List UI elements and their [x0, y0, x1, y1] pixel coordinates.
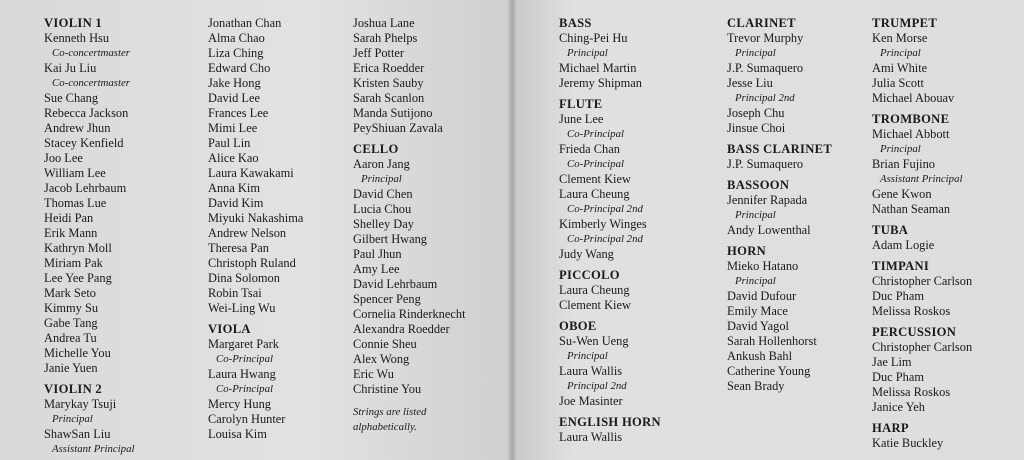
member-name: Shelley Day: [353, 217, 414, 231]
member-role: Principal: [735, 209, 776, 221]
member-name: Paul Jhun: [353, 247, 402, 261]
member-name: Andrea Tu: [44, 331, 97, 345]
member-role: Co-Principal 2nd: [567, 233, 643, 245]
section-heading: OBOE: [559, 319, 597, 333]
section-heading: TIMPANI: [872, 259, 930, 273]
section-heading: BASSOON: [727, 178, 790, 192]
member-name: Kimmy Su: [44, 301, 99, 315]
member-name: Laura Hwang: [208, 367, 276, 381]
roster-column-3: [353, 16, 466, 435]
member-name: Jennifer Rapada: [727, 193, 808, 207]
member-name: Janie Yuen: [44, 361, 98, 375]
member-name: Katie Buckley: [872, 436, 944, 450]
member-name: Ken Morse: [872, 31, 928, 45]
section-heading: BASS CLARINET: [727, 142, 833, 156]
member-name: Jae Lim: [872, 355, 912, 369]
member-name: Gilbert Hwang: [353, 232, 427, 246]
member-name: Catherine Young: [727, 364, 811, 378]
member-name: Clement Kiew: [559, 298, 631, 312]
section-heading: ENGLISH HORN: [559, 415, 661, 429]
member-role: Principal: [880, 143, 921, 155]
member-name: Emily Mace: [727, 304, 788, 318]
member-name: Manda Sutijono: [353, 106, 433, 120]
member-name: Miriam Pak: [44, 256, 103, 270]
member-name: Jake Hong: [208, 76, 261, 90]
member-name: Laura Wallis: [559, 364, 623, 378]
member-name: Ankush Bahl: [727, 349, 793, 363]
member-name: Amy Lee: [353, 262, 400, 276]
member-name: Jeff Potter: [353, 46, 405, 60]
member-name: Robin Tsai: [208, 286, 262, 300]
member-name: Nathan Seaman: [872, 202, 951, 216]
member-name: Michael Abouav: [872, 91, 955, 105]
member-name: Christine You: [353, 382, 422, 396]
member-name: Michael Martin: [559, 61, 637, 75]
member-name: Miyuki Nakashima: [208, 211, 304, 225]
member-role: Co-Principal: [567, 128, 624, 140]
member-name: Christopher Carlson: [872, 340, 973, 354]
member-name: Laura Cheung: [559, 187, 630, 201]
member-role: Principal: [52, 413, 93, 425]
member-role: Co-Principal: [567, 158, 624, 170]
book-gutter: [508, 0, 516, 460]
member-name: Edward Cho: [208, 61, 271, 75]
member-role: Principal: [735, 275, 776, 287]
member-name: Kristen Sauby: [353, 76, 424, 90]
section-heading: TRUMPET: [872, 16, 938, 30]
member-name: Joe Masinter: [559, 394, 623, 408]
member-name: Heidi Pan: [44, 211, 94, 225]
member-name: Su-Wen Ueng: [559, 334, 629, 348]
member-name: Christoph Ruland: [208, 256, 296, 270]
member-name: Jesse Liu: [727, 76, 773, 90]
member-name: ShawSan Liu: [44, 427, 111, 441]
member-name: Andrew Nelson: [208, 226, 287, 240]
member-name: Mercy Hung: [208, 397, 271, 411]
section-heading: CELLO: [353, 142, 399, 156]
member-role: Co-Principal 2nd: [567, 203, 643, 215]
member-name: Sarah Phelps: [353, 31, 418, 45]
member-name: Rebecca Jackson: [44, 106, 129, 120]
member-name: Kathryn Moll: [44, 241, 112, 255]
roster-column-5: [727, 16, 832, 394]
member-role: Principal: [735, 47, 776, 59]
member-name: Eric Wu: [353, 367, 394, 381]
member-name: Sue Chang: [44, 91, 99, 105]
member-name: Alice Kao: [208, 151, 259, 165]
member-name: Laura Wallis: [559, 430, 623, 444]
member-name: Kai Ju Liu: [44, 61, 97, 75]
member-role: Co-Principal: [216, 383, 273, 395]
member-name: Cornelia Rinderknecht: [353, 307, 466, 321]
member-role: Co-concertmaster: [52, 77, 130, 89]
section-heading: TUBA: [872, 223, 909, 237]
member-name: Frances Lee: [208, 106, 269, 120]
member-name: David Yagol: [727, 319, 789, 333]
section-heading: HARP: [872, 421, 909, 435]
member-name: PeyShiuan Zavala: [353, 121, 443, 135]
member-name: Sean Brady: [727, 379, 785, 393]
member-name: David Lee: [208, 91, 260, 105]
section-heading: HORN: [727, 244, 766, 258]
member-name: Clement Kiew: [559, 172, 631, 186]
member-name: Michelle You: [44, 346, 111, 360]
member-name: Louisa Kim: [208, 427, 267, 441]
section-heading: TROMBONE: [872, 112, 950, 126]
member-name: Joseph Chu: [727, 106, 785, 120]
member-name: Sarah Hollenhorst: [727, 334, 817, 348]
roster-column-4: [559, 16, 661, 445]
member-name: Kenneth Hsu: [44, 31, 110, 45]
member-name: Laura Cheung: [559, 283, 630, 297]
roster-column-1: [44, 16, 134, 457]
member-name: Mieko Hatano: [727, 259, 799, 273]
member-name: Theresa Pan: [208, 241, 269, 255]
member-name: Janice Yeh: [872, 400, 925, 414]
member-name: Melissa Roskos: [872, 385, 951, 399]
member-name: Liza Ching: [208, 46, 264, 60]
member-name: Judy Wang: [559, 247, 614, 261]
member-name: Thomas Lue: [44, 196, 107, 210]
member-name: Alexandra Roedder: [353, 322, 450, 336]
member-name: David Lehrbaum: [353, 277, 438, 291]
member-name: Erica Roedder: [353, 61, 425, 75]
section-heading: CLARINET: [727, 16, 796, 30]
member-name: Margaret Park: [208, 337, 279, 351]
member-name: June Lee: [559, 112, 604, 126]
section-heading: VIOLIN 1: [44, 16, 103, 30]
member-role: Co-Principal: [216, 353, 273, 365]
member-name: Aaron Jang: [353, 157, 410, 171]
member-name: David Dufour: [727, 289, 797, 303]
member-name: David Kim: [208, 196, 264, 210]
member-role: Assistant Principal: [880, 173, 963, 185]
member-name: Alma Chao: [208, 31, 265, 45]
member-name: Julia Scott: [872, 76, 924, 90]
member-name: Stacey Kenfield: [44, 136, 124, 150]
member-name: Mark Seto: [44, 286, 96, 300]
member-role: Principal: [567, 350, 608, 362]
member-role: Principal: [361, 173, 402, 185]
roster-column-2: [208, 16, 303, 442]
member-name: Andy Lowenthal: [727, 223, 811, 237]
member-name: Duc Pham: [872, 289, 924, 303]
member-name: Michael Abbott: [872, 127, 950, 141]
member-name: Sarah Scanlon: [353, 91, 425, 105]
member-role: Assistant Principal: [52, 443, 135, 455]
member-name: Gene Kwon: [872, 187, 932, 201]
member-name: Ching-Pei Hu: [559, 31, 628, 45]
member-name: Lee Yee Pang: [44, 271, 112, 285]
member-name: William Lee: [44, 166, 106, 180]
member-name: Adam Logie: [872, 238, 935, 252]
section-heading: BASS: [559, 16, 592, 30]
roster-column-6: [872, 16, 972, 451]
member-name: Erik Mann: [44, 226, 98, 240]
member-role: Principal 2nd: [567, 380, 627, 392]
member-name: Laura Kawakami: [208, 166, 294, 180]
member-name: Lucia Chou: [353, 202, 412, 216]
member-name: Carolyn Hunter: [208, 412, 286, 426]
member-name: Brian Fujino: [872, 157, 935, 171]
member-name: Melissa Roskos: [872, 304, 951, 318]
member-name: Ami White: [872, 61, 928, 75]
member-name: Frieda Chan: [559, 142, 620, 156]
member-name: Marykay Tsuji: [44, 397, 117, 411]
member-role: Principal 2nd: [735, 92, 795, 104]
member-name: Jinsue Choi: [727, 121, 786, 135]
member-name: Anna Kim: [208, 181, 260, 195]
member-name: Joshua Lane: [353, 16, 415, 30]
member-name: J.P. Sumaquero: [727, 61, 804, 75]
member-name: Kimberly Winges: [559, 217, 647, 231]
member-name: Trevor Murphy: [727, 31, 804, 45]
member-name: Dina Solomon: [208, 271, 280, 285]
footnote: Strings are listed: [353, 406, 427, 418]
member-name: Andrew Jhun: [44, 121, 111, 135]
section-heading: FLUTE: [559, 97, 603, 111]
member-name: Jonathan Chan: [208, 16, 282, 30]
member-name: Christopher Carlson: [872, 274, 973, 288]
member-name: Mimi Lee: [208, 121, 258, 135]
member-name: David Chen: [353, 187, 413, 201]
section-heading: PERCUSSION: [872, 325, 957, 339]
member-name: Connie Sheu: [353, 337, 417, 351]
section-heading: VIOLIN 2: [44, 382, 103, 396]
member-name: Jacob Lehrbaum: [44, 181, 127, 195]
section-heading: PICCOLO: [559, 268, 620, 282]
member-name: Duc Pham: [872, 370, 924, 384]
section-heading: VIOLA: [208, 322, 251, 336]
member-role: Principal: [567, 47, 608, 59]
member-name: Spencer Peng: [353, 292, 421, 306]
member-name: J.P. Sumaquero: [727, 157, 804, 171]
member-name: Wei-Ling Wu: [208, 301, 276, 315]
member-name: Gabe Tang: [44, 316, 98, 330]
member-name: Joo Lee: [44, 151, 83, 165]
footnote: alphabetically.: [353, 421, 417, 433]
member-name: Alex Wong: [353, 352, 410, 366]
member-role: Co-concertmaster: [52, 47, 130, 59]
member-name: Jeremy Shipman: [559, 76, 642, 90]
member-name: Paul Lin: [208, 136, 251, 150]
member-role: Principal: [880, 47, 921, 59]
